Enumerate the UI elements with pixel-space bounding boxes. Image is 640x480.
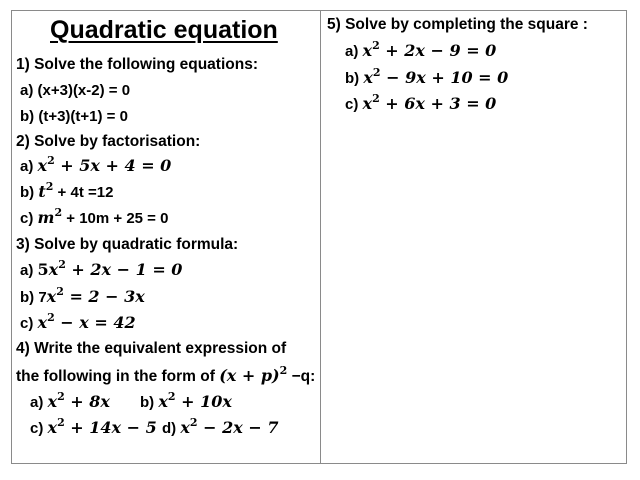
q4-item-b: b) $x^2 + 10x$ bbox=[140, 390, 232, 411]
q1-item-b: b) (t+3)(t+1) = 0 bbox=[20, 108, 128, 125]
q1-heading: 1) Solve the following equations: bbox=[16, 56, 258, 73]
column-divider bbox=[320, 10, 321, 464]
q5-item-b: b) $x^2 - 9x + 10 = 0$ bbox=[345, 66, 509, 87]
q3-item-c: c) $x^2 - x = 42$ bbox=[20, 311, 136, 332]
q5-item-a: a) $x^2 + 2x - 9 = 0$ bbox=[345, 39, 497, 60]
q3-item-a: a) $5x^2 + 2x - 1 = 0$ bbox=[20, 258, 183, 279]
q2-item-b: b) $t^2 + 4t =12$ bbox=[20, 180, 114, 201]
q2-heading: 2) Solve by factorisation: bbox=[16, 133, 201, 150]
q4-item-d: d) $x^2 - 2x - 7$ bbox=[162, 416, 279, 437]
q2-item-c: c) $m^2 + 10m + 25 = 0$ bbox=[20, 206, 169, 227]
page-title: Quadratic equation bbox=[50, 16, 278, 44]
q5-heading: 5) Solve by completing the square : bbox=[327, 16, 588, 33]
q5-item-c: c) $x^2 + 6x + 3 = 0$ bbox=[345, 92, 497, 113]
q4-item-a: a) $x^2 + 8x$ bbox=[30, 390, 110, 411]
q2-item-a: a) $x^2 + 5x + 4 = 0$ bbox=[20, 154, 172, 175]
q4-item-c: c) $x^2 + 14x - 5$ bbox=[30, 416, 157, 437]
q4-heading-line1: 4) Write the equivalent expression of bbox=[16, 340, 287, 357]
q4-heading-line2: the following in the form of $(x + p)^2 -q$: bbox=[16, 364, 316, 385]
q3-heading: 3) Solve by quadratic formula: bbox=[16, 236, 239, 253]
q1-item-a: a) (x+3)(x-2) = 0 bbox=[20, 82, 131, 99]
q3-item-b: b) $7x^2 = 2 - 3x$ bbox=[20, 285, 145, 306]
